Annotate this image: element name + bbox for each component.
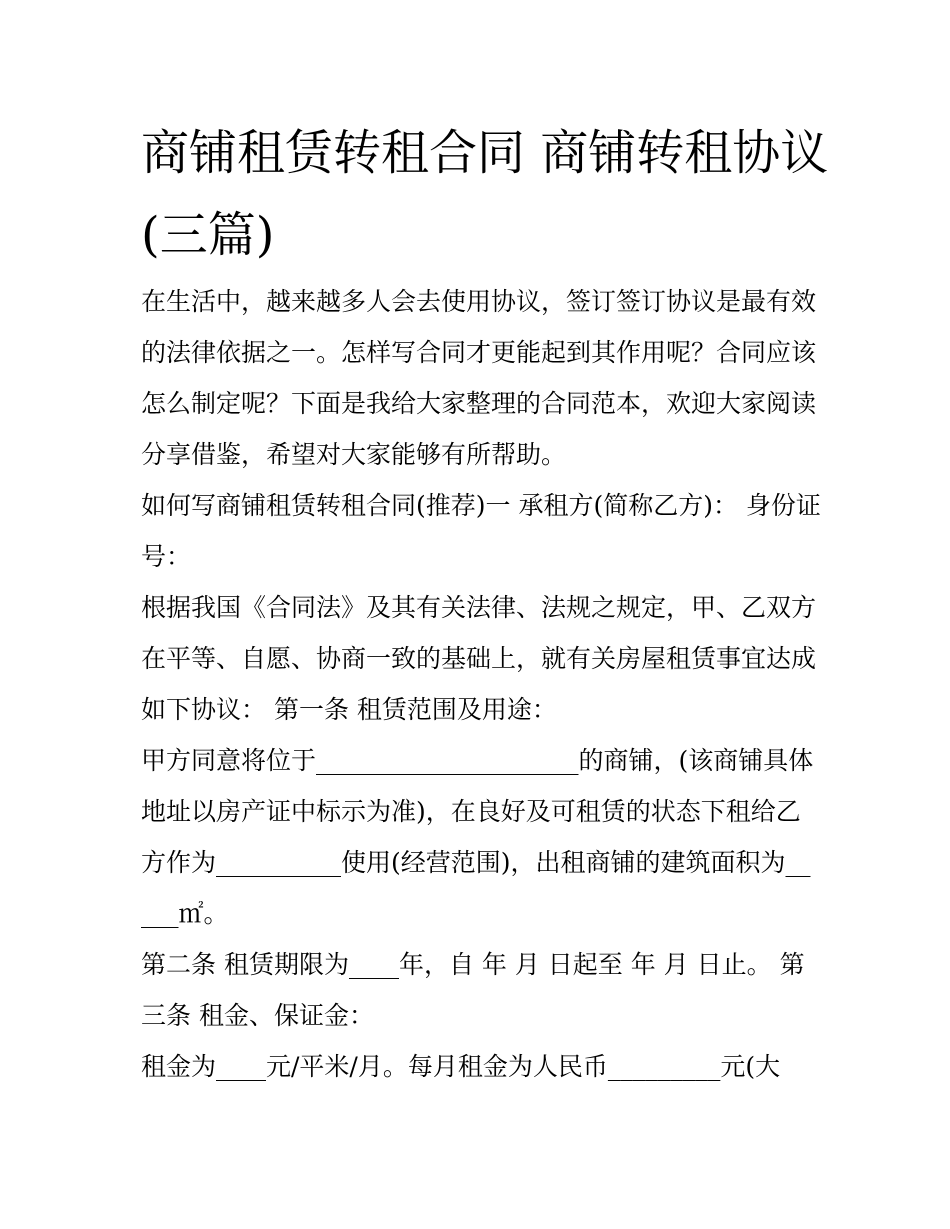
paragraph-lessee: 如何写商铺租赁转租合同(推荐)一 承租方(简称乙方)： 身份证号： (141, 491, 821, 571)
paragraph-intro: 在生活中，越来越多人会去使用协议，签订签订协议是最有效的法律依据之一。怎样写合同才更能起到其作用呢？合同应该怎么制定呢？下面是我给大家整理的合同范本，欢迎大家阅读分享借鉴，希望对大家能够有所帮助。 (141, 287, 817, 469)
paragraph-rent: 租金为____元/平米/月。每月租金为人民币_________元(大 (141, 1052, 781, 1081)
paragraph-legal-basis: 根据我国《合同法》及其有关法律、法规之规定，甲、乙双方在平等、自愿、协商一致的基础上，就有关房屋租赁事宜达成如下协议： 第一条 租赁范围及用途： (141, 593, 817, 724)
document-body (141, 276, 821, 1092)
paragraph-lease-scope: 甲方同意将位于_____________________的商铺，(该商铺具体地址以房产证中标示为准)，在良好及可租赁的状态下租给乙方作为__________使用(经营范围)，出租商铺的建筑面积为_____㎡。 (141, 746, 814, 928)
document-title: 商铺租赁转租合同 商铺转租协议(三篇) (141, 125, 829, 263)
paragraph-lease-term: 第二条 租赁期限为____年，自 年 月 日起至 年 月 日止。 第三条 租金、保证金： (141, 950, 805, 1030)
